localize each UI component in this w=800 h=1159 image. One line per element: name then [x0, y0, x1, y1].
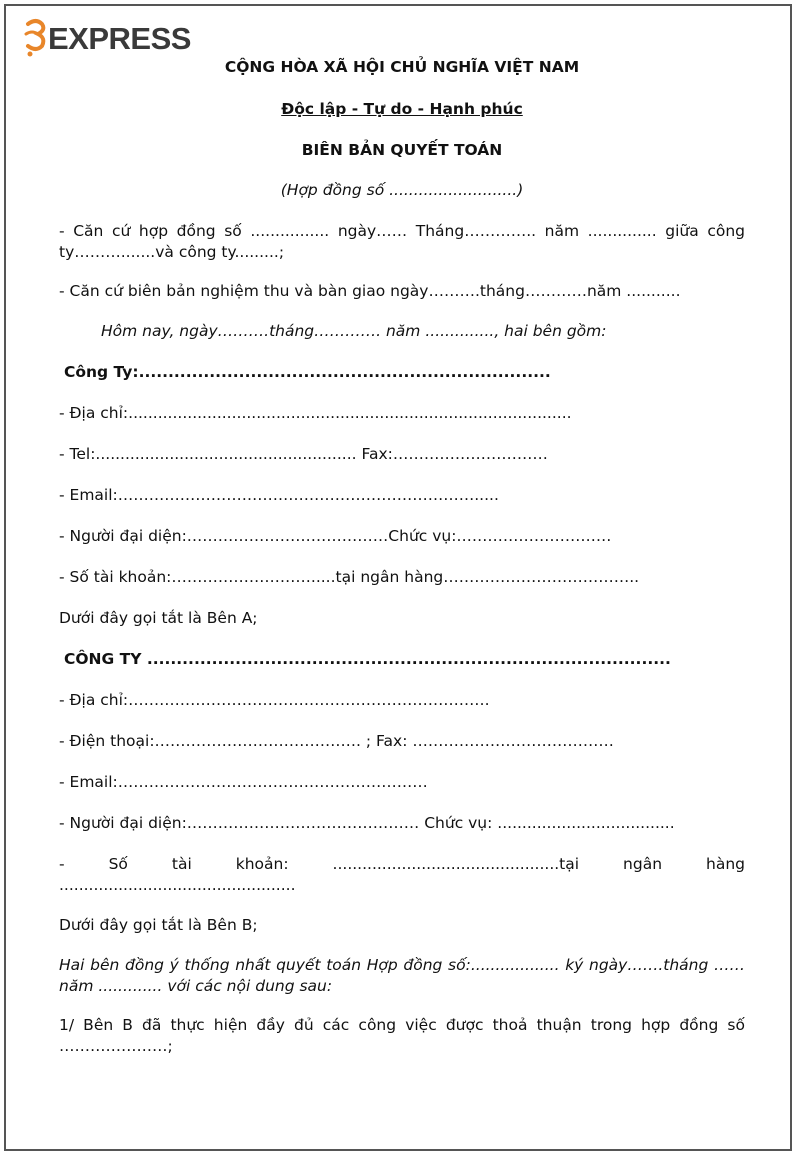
logo-mark-icon — [22, 16, 50, 60]
document-body — [59, 56, 745, 1057]
party-a-account: - Số tài khoản:……………………….....tại ngân hàng……………………………….. — [59, 568, 640, 586]
party-b-account: - Số tài khoản: ..............................................tại ngân hàng ................................................ — [59, 855, 745, 894]
party-a-company: Công Ty:...................................................................... — [64, 363, 551, 381]
party-a-address: - Địa chỉ:.......................................................................................... — [59, 404, 572, 422]
party-b-alias: Dưới đây gọi tắt là Bên B; — [59, 916, 258, 934]
party-b-phone-fax: - Điện thoại:…………………………………. ; Fax: ………………………………… — [59, 732, 614, 750]
motto: Độc lập - Tự do - Hạnh phúc — [281, 100, 523, 118]
party-a-email: - Email:……………………………………………………………..... — [59, 486, 499, 504]
agreement-intro: Hai bên đồng ý thống nhất quyết toán Hợp đồng số:.................. ký ngày…….tháng …… năm ............. với các nội dung sau: — [59, 956, 745, 995]
party-b-company: CÔNG TY ......................................................................................... — [64, 650, 671, 668]
logo-text: EXPRESS — [48, 20, 191, 56]
party-b-email: - Email:…………………………………………………… — [59, 773, 428, 791]
document-title: BIÊN BẢN QUYẾT TOÁN — [301, 141, 503, 159]
party-a-representative: - Người đại diện:…………………………………Chức vụ:………………………… — [59, 527, 612, 545]
party-b-representative: - Người đại diện:……………………………………… Chức vụ: .................................... — [59, 814, 675, 832]
meeting-date: Hôm nay, ngày……….tháng…………. năm .............., hai bên gồm: — [101, 322, 607, 340]
contract-reference: (Hợp đồng số ..........................) — [280, 181, 524, 199]
country-heading: CỘNG HÒA XÃ HỘI CHỦ NGHĨA VIỆT NAM — [224, 58, 580, 76]
party-a-tel-fax: - Tel:..................................................... Fax:………………………… — [59, 445, 548, 463]
party-b-address: - Địa chỉ:……………………………………………………………. — [59, 691, 490, 709]
brand-logo — [22, 16, 191, 60]
party-a-alias: Dưới đây gọi tắt là Bên A; — [59, 609, 258, 627]
preamble-contract: - Căn cứ hợp đồng số ................ ngày…… Tháng………….. năm .............. giữa công ty……….......và công ty.........; — [59, 222, 745, 261]
agreement-item-1: 1/ Bên B đã thực hiện đầy đủ các công việc được thoả thuận trong hợp đồng số …………………; — [59, 1016, 745, 1055]
preamble-acceptance: - Căn cứ biên bản nghiệm thu và bàn giao ngày……….tháng…………năm ........... — [59, 282, 681, 300]
